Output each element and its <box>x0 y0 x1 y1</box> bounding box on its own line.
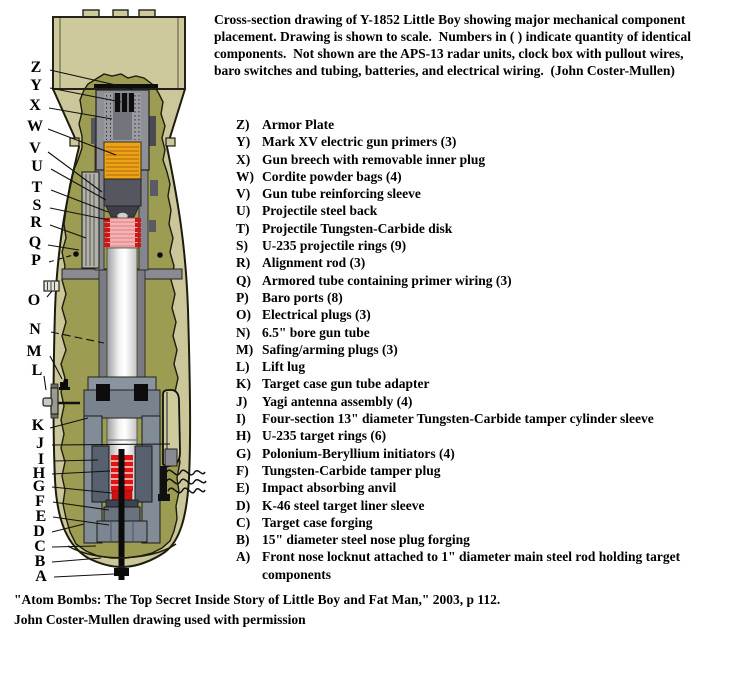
component-letter: M) <box>236 341 254 357</box>
baro-port-right <box>157 252 163 258</box>
component-letter: F) <box>236 462 249 478</box>
diagram-label-Z: Z <box>30 59 42 76</box>
component-text: 6.5" bore gun tube <box>262 324 370 340</box>
component-letter: H) <box>236 428 251 444</box>
component-text: Impact absorbing anvil <box>262 480 397 496</box>
component-letter: Y) <box>236 134 251 150</box>
component-text: Gun tube reinforcing sleeve <box>262 186 421 202</box>
component-text: Projectile steel back <box>262 203 378 219</box>
component-list-item <box>236 306 733 323</box>
component-list <box>236 116 733 583</box>
component-list-item <box>236 168 733 185</box>
component-list-item <box>236 514 733 531</box>
component-text: Target case forging <box>262 514 373 530</box>
component-text: Projectile Tungsten-Carbide disk <box>262 220 453 236</box>
citation <box>14 590 500 629</box>
component-text: 15" diameter steel nose plug forging <box>262 532 470 548</box>
baro-port-left <box>73 251 79 257</box>
component-text: Tungsten-Carbide tamper plug <box>262 462 441 478</box>
diagram-label-R: R <box>30 214 42 231</box>
component-letter: B) <box>236 532 250 548</box>
citation-line2: John Coster-Mullen drawing used with permission <box>14 611 306 627</box>
component-list-item <box>236 151 733 168</box>
component-letter: J) <box>236 393 248 409</box>
component-list-item <box>236 289 733 306</box>
component-list-item <box>236 116 733 133</box>
component-list-item <box>236 445 733 462</box>
component-list-item <box>236 548 733 583</box>
electrical-plug <box>44 281 59 291</box>
component-text: Cordite powder bags (4) <box>262 168 402 184</box>
diagram-label-W: W <box>27 118 43 135</box>
component-text: U-235 projectile rings (9) <box>262 238 407 254</box>
diagram-label-Y: Y <box>30 77 42 94</box>
diagram-label-U: U <box>31 158 43 175</box>
component-letter: P) <box>236 289 249 305</box>
component-text: Target case gun tube adapter <box>262 376 430 392</box>
diagram-label-S: S <box>32 197 42 214</box>
diagram-label-K: K <box>31 417 45 434</box>
component-letter: E) <box>236 480 250 496</box>
component-list-item <box>236 479 733 496</box>
component-letter: W) <box>236 168 254 184</box>
cordite-powder-bags <box>104 142 141 179</box>
component-text: Front nose locknut attached to 1" diameter main steel rod holding target components <box>262 549 681 582</box>
diagram-label-X: X <box>29 97 41 114</box>
diagram-label-I: I <box>37 451 45 468</box>
component-list-item <box>236 375 733 392</box>
component-text: Gun breech with removable inner plug <box>262 151 486 167</box>
component-letter: I) <box>236 411 246 427</box>
component-list-item <box>236 272 733 289</box>
component-letter: N) <box>236 324 251 340</box>
component-letter: L) <box>236 359 250 375</box>
component-letter: V) <box>236 186 251 202</box>
component-list-item <box>236 341 733 358</box>
diagram-label-N: N <box>29 321 41 338</box>
component-list-item <box>236 393 733 410</box>
component-letter: X) <box>236 151 251 167</box>
component-letter: T) <box>236 220 250 236</box>
target-case-adapter <box>84 377 160 418</box>
component-text: U-235 target rings (6) <box>262 428 387 444</box>
alignment-rod-assembly <box>82 172 99 268</box>
component-letter: U) <box>236 203 251 219</box>
component-text: Mark XV electric gun primers (3) <box>262 134 457 150</box>
component-list-item <box>236 324 733 341</box>
component-letter: D) <box>236 497 251 513</box>
diagram-label-B: B <box>34 553 46 570</box>
component-letter: R) <box>236 255 251 271</box>
diagram-label-F: F <box>35 493 45 510</box>
diagram-label-M: M <box>26 343 42 360</box>
diagram-label-J: J <box>36 435 44 452</box>
diagram-label-P: P <box>31 252 41 269</box>
diagram-label-H: H <box>32 465 46 482</box>
component-text: Armor Plate <box>262 117 335 132</box>
component-text: Yagi antenna assembly (4) <box>262 393 413 409</box>
component-list-item <box>236 358 733 375</box>
component-list-item <box>236 133 733 150</box>
component-letter: A) <box>236 549 251 565</box>
component-text: Lift lug <box>262 359 306 375</box>
diagram-label-D: D <box>33 523 45 540</box>
diagram-label-A: A <box>35 568 47 585</box>
diagram-label-L: L <box>31 362 43 379</box>
component-list-item <box>236 462 733 479</box>
projectile-assembly <box>104 179 141 248</box>
component-text: Safing/arming plugs (3) <box>262 341 398 357</box>
diagram-label-O: O <box>27 292 41 309</box>
component-list-item <box>236 185 733 202</box>
component-text: Polonium-Beryllium initiators (4) <box>262 445 455 461</box>
component-letter: S) <box>236 238 249 254</box>
citation-line1: "Atom Bombs: The Top Secret Inside Story of Little Boy and Fat Man," 2003, p 112. <box>14 592 501 607</box>
component-text: Four-section 13" diameter Tungsten-Carbide tamper cylinder sleeve <box>262 411 654 427</box>
caption: Cross-section drawing of Y-1852 Little Boy showing major mechanical component placement. Drawing is shown to scale. Numbers in ( ) indicate quantity of identical components. Not shown are the APS-13 radar units, clock box with pullout wires, baro switches and tubing, batteries, and electrical wiring. (John Coster-Mullen) <box>214 12 695 78</box>
component-list-item <box>236 427 733 444</box>
diagram-label-Q: Q <box>28 234 42 251</box>
diagram-label-E: E <box>35 508 47 525</box>
diagram-label-V: V <box>29 140 41 157</box>
component-text: Alignment rod (3) <box>262 255 366 271</box>
component-list-item <box>236 410 733 427</box>
component-list-item <box>236 531 733 548</box>
component-text: Electrical plugs (3) <box>262 307 371 323</box>
component-letter: K) <box>236 376 251 392</box>
component-list-item <box>236 254 733 271</box>
component-letter: G) <box>236 445 251 461</box>
component-list-item <box>236 237 733 254</box>
component-list-item <box>236 202 733 219</box>
component-list-item <box>236 497 733 514</box>
diagram-label-G: G <box>32 478 46 495</box>
component-letter: C) <box>236 514 251 530</box>
component-list-item <box>236 220 733 237</box>
component-letter: O) <box>236 307 251 323</box>
component-letter: Q) <box>236 272 251 288</box>
component-letter: Z) <box>236 117 250 132</box>
component-text: Baro ports (8) <box>262 289 343 305</box>
diagram-label-T: T <box>31 179 43 196</box>
component-text: K-46 steel target liner sleeve <box>262 497 425 513</box>
component-text: Armored tube containing primer wiring (3) <box>262 272 512 288</box>
diagram-label-C: C <box>34 538 46 555</box>
